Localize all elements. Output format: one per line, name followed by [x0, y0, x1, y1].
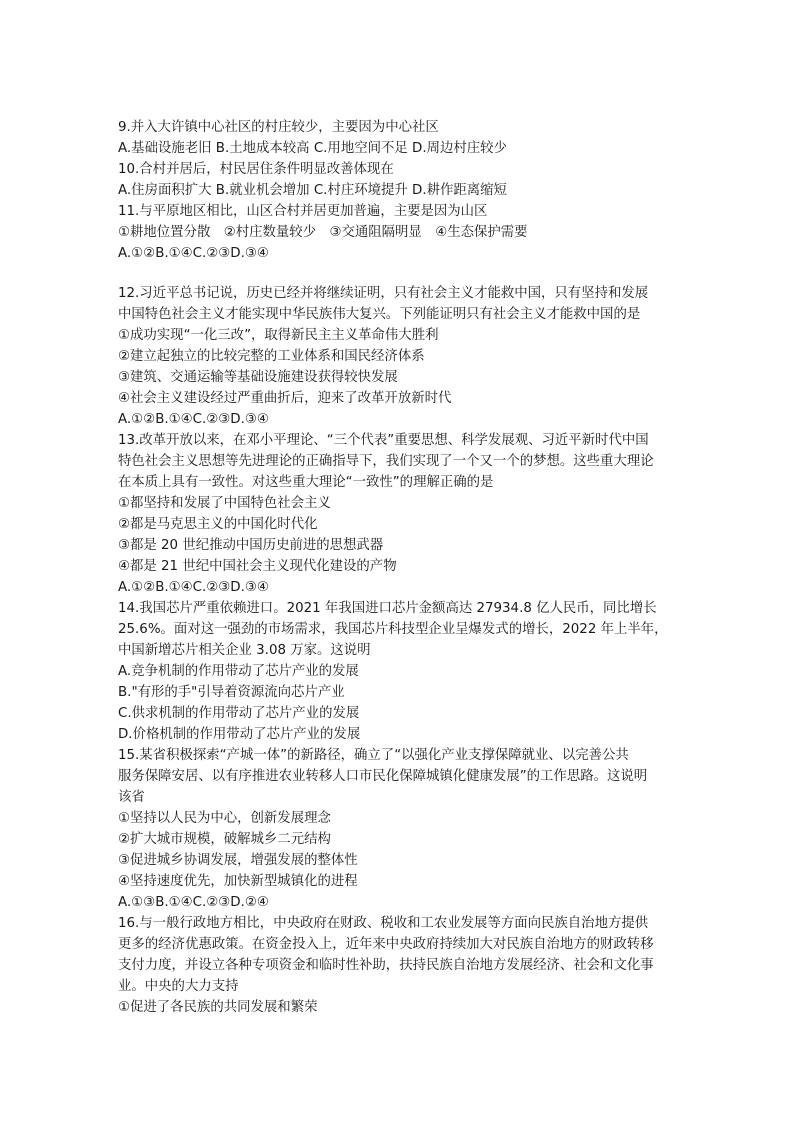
text-line: 15.某省积极探索“产城一体”的新路径，确立了“以强化产业支撑保障就业、以完善公共	[118, 748, 629, 763]
question-text	[118, 117, 684, 1018]
text-line: A.①③B.①④C.②③D.②④	[118, 895, 269, 910]
text-line: 25.6%。面对这一强劲的市场需求，我国芯片科技型企业呈爆发式的增长，2022 年上半年，	[118, 622, 668, 637]
text-line: D.价格机制的作用带动了芯片产业的发展	[118, 727, 361, 742]
text-line: 12.习近平总书记说，历史已经并将继续证明，只有社会主义才能救中国，只有坚持和发展	[118, 286, 649, 301]
text-line: ④社会主义建设经过严重曲折后，迎来了改革开放新时代	[118, 391, 452, 406]
text-line: ①耕地位置分散 ②村庄数量较少 ③交通阻隔明显 ④生态保护需要	[118, 225, 528, 240]
text-line: ④都是 21 世纪中国社会主义现代化建设的产物	[118, 559, 397, 574]
text-line: 11.与平原地区相比，山区合村并居更加普遍，主要是因为山区	[118, 204, 488, 219]
text-line: 14.我国芯片严重依赖进口。2021 年我国进口芯片金额高达 27934.8 亿人民币，同比增长	[118, 601, 657, 616]
text-line: ①促进了各民族的共同发展和繁荣	[118, 1000, 318, 1015]
text-line: ④坚持速度优先，加快新型城镇化的进程	[118, 874, 358, 889]
text-line: 10.合村并居后，村民居住条件明显改善体现在	[118, 162, 394, 177]
text-line: ②建立起独立的比较完整的工业体系和国民经济体系	[118, 349, 425, 364]
text-line: A.住房面积扩大 B.就业机会增加 C.村庄环境提升 D.耕作距离缩短	[118, 183, 507, 198]
text-line: ③促进城乡协调发展，增强发展的整体性	[118, 853, 358, 868]
text-line: A.①②B.①④C.②③D.③④	[118, 580, 269, 595]
text-line: 在本质上具有一致性。对这些重大理论“一致性”的理解正确的是	[118, 475, 494, 490]
text-line: A.竞争机制的作用带动了芯片产业的发展	[118, 664, 359, 679]
text-line: 该省	[118, 790, 145, 805]
text-line: 9.并入大许镇中心社区的村庄较少，主要因为中心社区	[118, 120, 439, 135]
text-line: 更多的经济优惠政策。在资金投入上，近年来中央政府持续加大对民族自治地方的财政转移	[118, 937, 654, 952]
text-line: ②扩大城市规模，破解城乡二元结构	[118, 832, 331, 847]
text-line: A.①②B.①④C.②③D.③④	[118, 246, 269, 261]
text-line: 中国新增芯片相关企业 3.08 万家。这说明	[118, 643, 371, 658]
text-line: 中国特色社会主义才能实现中华民族伟大复兴。下列能证明只有社会主义才能救中国的是	[118, 307, 641, 322]
text-line: C.供求机制的作用带动了芯片产业的发展	[118, 706, 360, 721]
text-line: 16.与一般行政地方相比，中央政府在财政、税收和工农业发展等方面向民族自治地方提供	[118, 916, 649, 931]
text-line: ③建筑、交通运输等基础设施建设获得较快发展	[118, 370, 398, 385]
text-line: A.基础设施老旧 B.土地成本较高 C.用地空间不足 D.周边村庄较少	[118, 141, 507, 156]
text-line: ①坚持以人民为中心，创新发展理念	[118, 811, 331, 826]
text-line: 13.改革开放以来，在邓小平理论、“三个代表”重要思想、科学发展观、习近平新时代中国	[118, 433, 649, 448]
blank-line	[118, 264, 684, 283]
text-line: ②都是马克思主义的中国化时代化	[118, 517, 318, 532]
text-line: 业。中央的大力支持	[118, 979, 239, 994]
text-line: A.①②B.①④C.②③D.③④	[118, 412, 269, 427]
text-line: 服务保障安居、以有序推进农业转移人口市民化保障城镇化健康发展”的工作思路。这说明	[118, 769, 648, 784]
text-line: ①成功实现“一化三改”，取得新民主主义革命伟大胜利	[118, 328, 439, 343]
text-line: 支付力度，并设立各种专项资金和临时性补助，扶持民族自治地方发展经济、社会和文化事	[118, 958, 654, 973]
text-line: B."有形的手"引导着资源流向芯片产业	[118, 685, 345, 700]
text-line: 特色社会主义思想等先进理论的正确指导下，我们实现了一个又一个的梦想。这些重大理论	[118, 454, 654, 469]
text-line: ③都是 20 世纪推动中国历史前进的思想武器	[118, 538, 384, 553]
text-line: ①都坚持和发展了中国特色社会主义	[118, 496, 331, 511]
